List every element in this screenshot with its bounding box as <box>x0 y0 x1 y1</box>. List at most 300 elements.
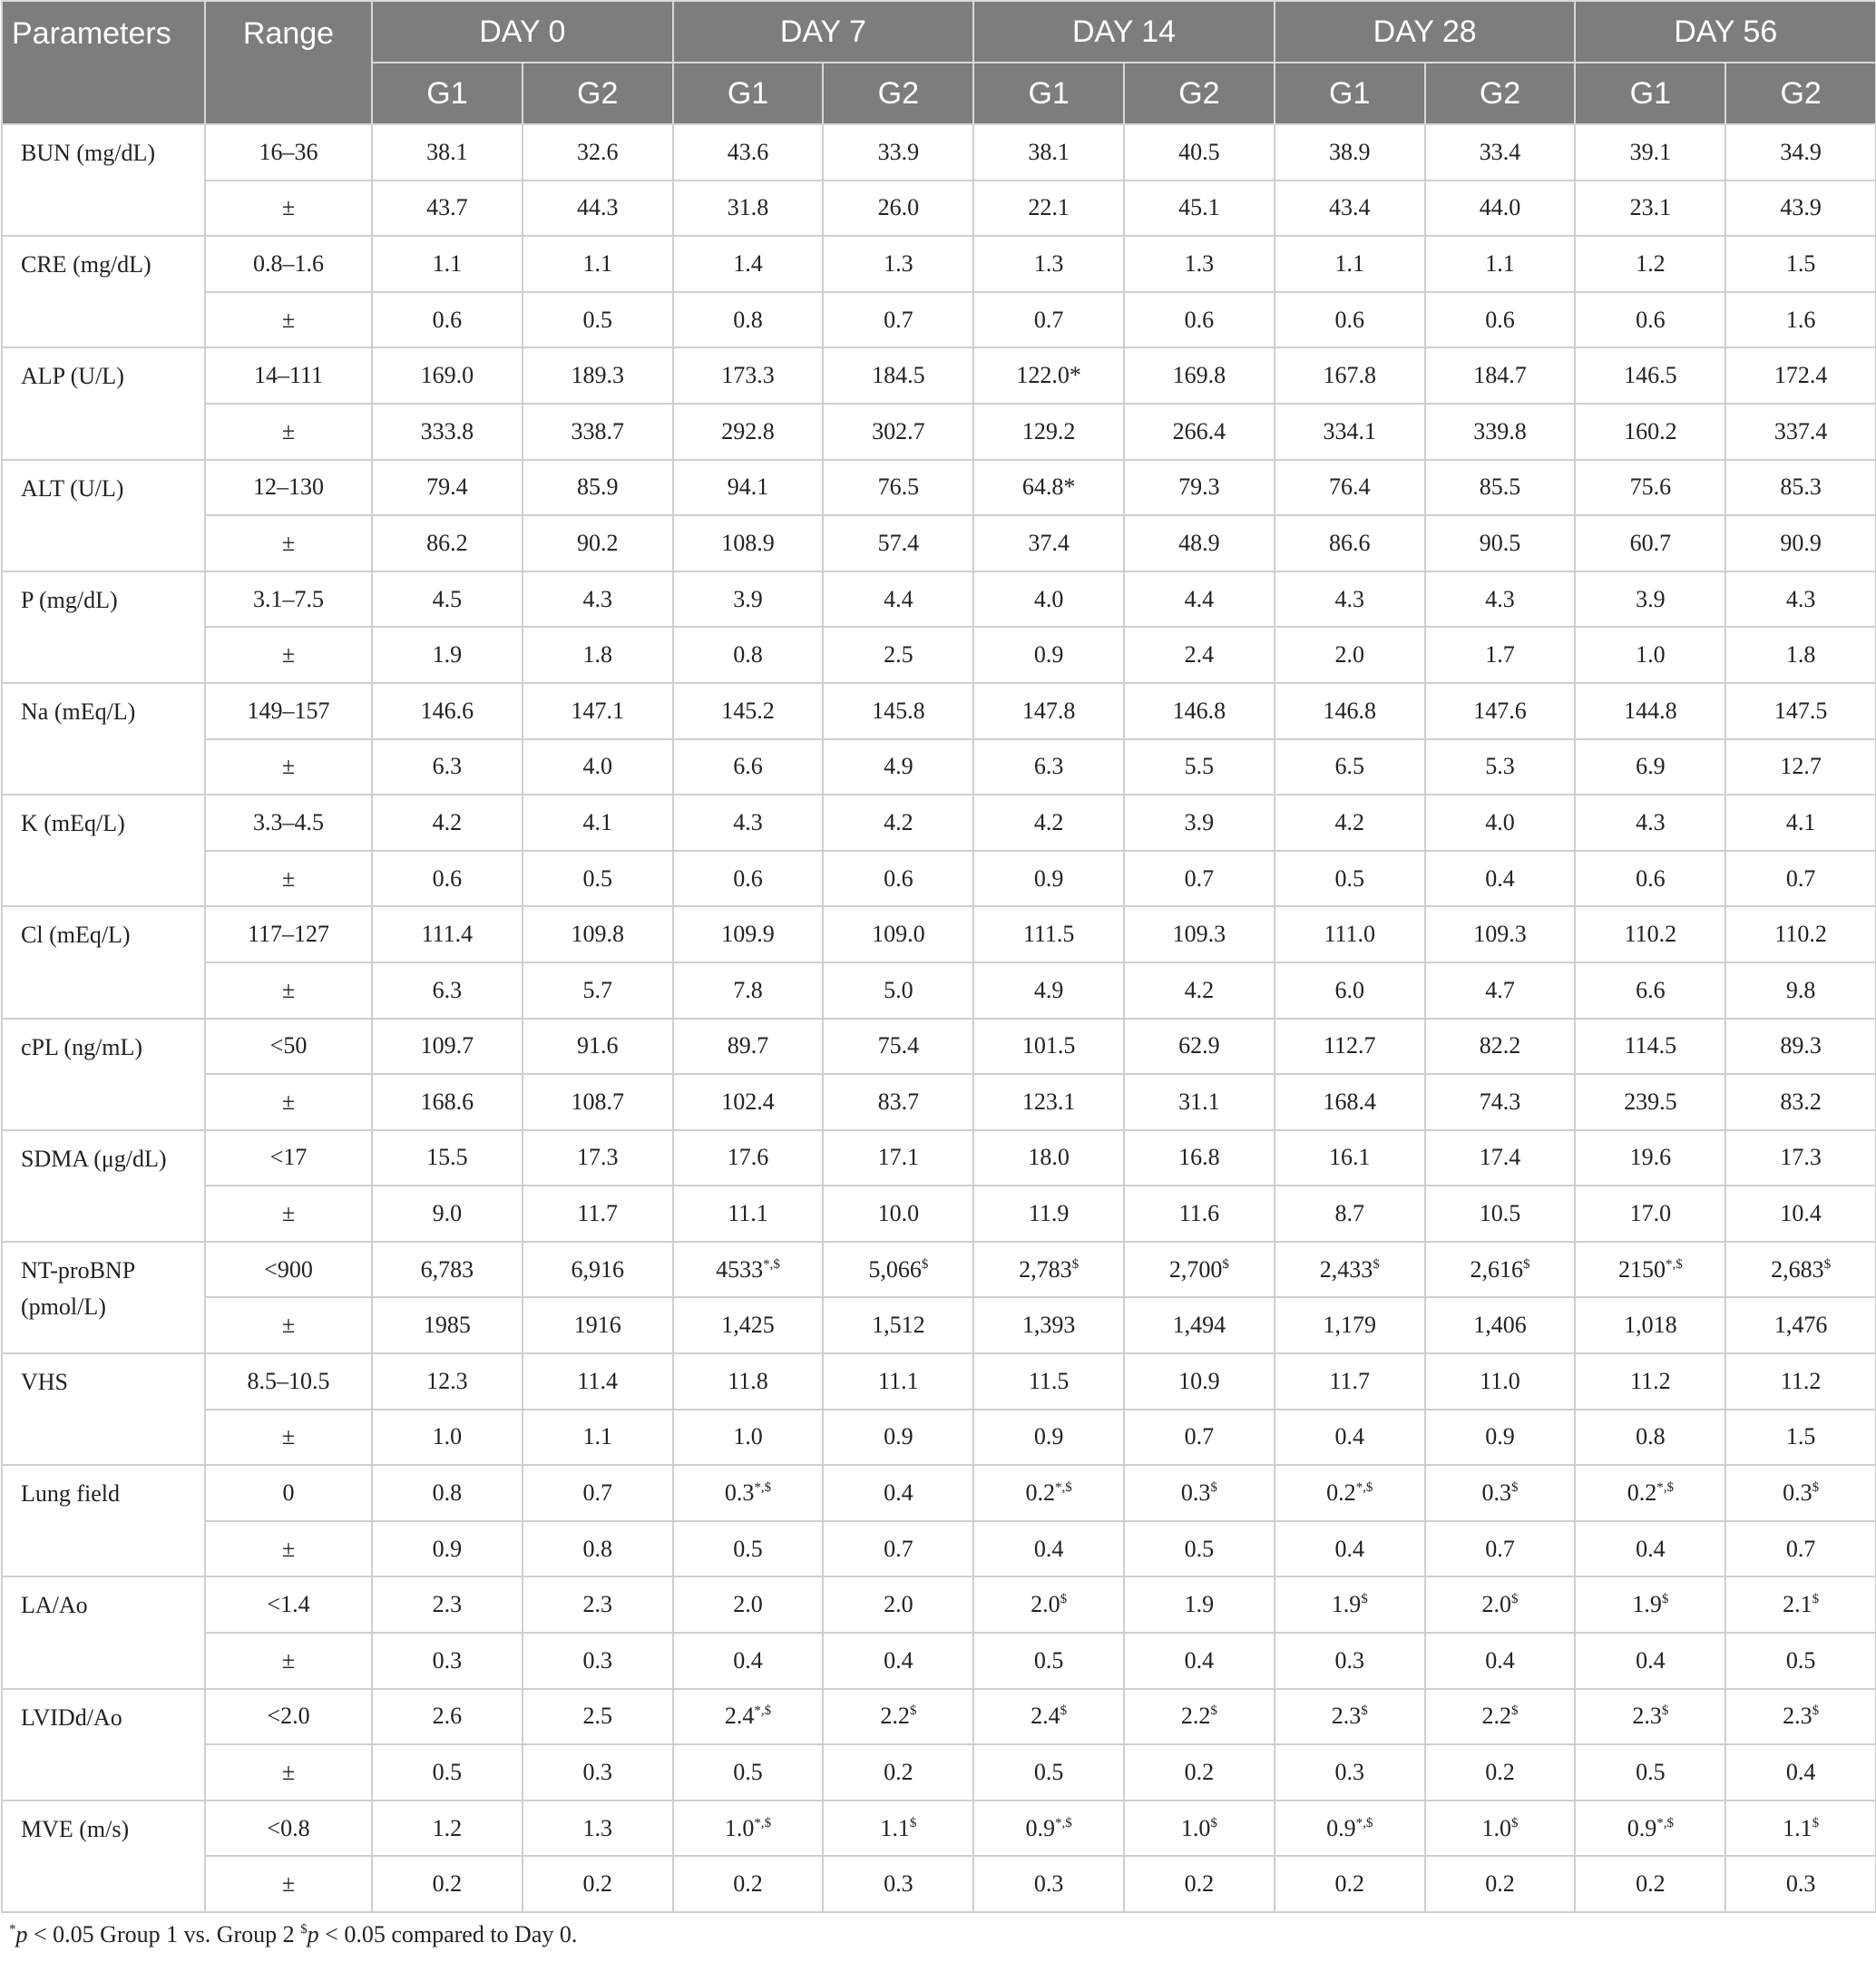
mean-value: 101.5 <box>1021 1032 1076 1059</box>
significance-marker: *,$ <box>1355 1480 1373 1496</box>
mean-value: 1.5 <box>1785 249 1816 277</box>
sd-cell: 2.5 <box>823 627 973 683</box>
sd-cell: 0.6 <box>372 292 523 348</box>
mean-cell <box>1575 683 1725 739</box>
mean-value: 4.5 <box>432 585 463 612</box>
mean-value: 1.3 <box>1033 249 1064 277</box>
mean-value: 2.0 <box>1481 1591 1512 1618</box>
mean-value: 89.3 <box>1780 1032 1822 1059</box>
sd-cell: 1.5 <box>1725 1410 1876 1466</box>
mean-value: 184.7 <box>1473 362 1527 389</box>
sd-cell: 0.5 <box>673 1744 824 1801</box>
sd-cell: 0.3 <box>372 1633 523 1689</box>
sd-cell: 0.4 <box>973 1521 1124 1577</box>
mean-value: 4.3 <box>1785 585 1816 612</box>
mean-value: 1.1 <box>1334 249 1364 277</box>
mean-cell <box>1124 460 1275 516</box>
mean-value: 76.4 <box>1328 473 1371 501</box>
mean-cell <box>523 1130 673 1186</box>
mean-value: 2.4 <box>1031 1703 1060 1730</box>
mean-cell <box>1124 1465 1275 1521</box>
sd-cell: 338.7 <box>523 404 673 460</box>
mean-cell <box>1725 1689 1876 1745</box>
table-row <box>2 683 1876 739</box>
mean-value: 94.1 <box>727 473 769 501</box>
mean-value: 18.0 <box>1028 1144 1070 1171</box>
mean-value: 4.3 <box>582 585 612 612</box>
sd-cell: 0.3 <box>523 1744 673 1801</box>
mean-cell <box>1725 236 1876 292</box>
sd-cell: 0.8 <box>523 1521 673 1577</box>
sd-cell: 10.4 <box>1725 1186 1876 1242</box>
group-header: G1 <box>1575 63 1725 124</box>
mean-cell <box>372 347 523 404</box>
group-header: G1 <box>973 63 1124 124</box>
mean-value: 109.7 <box>420 1032 474 1059</box>
sd-cell: 74.3 <box>1425 1074 1576 1130</box>
mean-cell <box>372 1019 523 1075</box>
mean-cell <box>523 460 673 516</box>
sd-cell: 10.5 <box>1425 1186 1576 1242</box>
parameter-label: Lung field <box>21 1480 121 1508</box>
plus-minus-cell: ± <box>205 739 372 796</box>
sd-cell: 90.2 <box>523 515 673 571</box>
mean-value: 4.0 <box>1485 808 1515 835</box>
mean-value: 109.3 <box>1172 921 1226 948</box>
mean-value: 0.7 <box>582 1479 612 1507</box>
mean-value: 0.3 <box>1783 1479 1812 1507</box>
day-header: DAY 0 <box>372 1 673 63</box>
mean-value: 2.3 <box>432 1591 463 1618</box>
mean-cell <box>1275 1019 1425 1075</box>
mean-cell <box>973 1465 1124 1521</box>
sd-cell: 0.4 <box>1425 1633 1576 1689</box>
mean-cell <box>523 1242 673 1298</box>
mean-value: 1.9 <box>1632 1591 1662 1618</box>
sd-cell: 4.2 <box>1124 962 1275 1019</box>
plus-minus-cell: ± <box>205 1633 372 1689</box>
mean-cell <box>1275 683 1425 739</box>
mean-cell <box>823 124 973 181</box>
data-table <box>1 0 1876 1913</box>
mean-value: 1.0 <box>1180 1814 1211 1841</box>
mean-value: 11.2 <box>1630 1367 1671 1394</box>
mean-cell <box>1275 1130 1425 1186</box>
mean-cell <box>523 1353 673 1410</box>
mean-cell <box>523 1689 673 1745</box>
mean-value: 38.1 <box>426 138 468 165</box>
sd-cell: 0.7 <box>1124 851 1275 907</box>
sd-cell: 60.7 <box>1575 515 1725 571</box>
sd-cell: 2.0 <box>1275 627 1425 683</box>
sd-cell: 334.1 <box>1275 404 1425 460</box>
mean-cell <box>1425 460 1576 516</box>
mean-cell <box>1275 236 1425 292</box>
mean-value: 16.1 <box>1328 1144 1371 1171</box>
sd-cell: 0.6 <box>1275 292 1425 348</box>
mean-value: 111.0 <box>1324 921 1376 948</box>
mean-cell <box>1124 1801 1275 1857</box>
significance-marker: $ <box>909 1815 917 1830</box>
mean-value: 11.2 <box>1780 1367 1822 1394</box>
mean-cell <box>1425 1689 1576 1745</box>
sd-cell: 4.9 <box>823 739 973 796</box>
significance-marker: *,$ <box>754 1480 772 1496</box>
sd-cell: 0.6 <box>1575 851 1725 907</box>
sd-cell: 1.8 <box>1725 627 1876 683</box>
mean-value: 43.6 <box>727 138 769 165</box>
table-row <box>2 1130 1876 1186</box>
mean-cell <box>1275 571 1425 628</box>
sd-cell: 0.3 <box>523 1633 673 1689</box>
significance-marker: *,$ <box>1355 1815 1373 1830</box>
header-row-days <box>2 1 1876 63</box>
mean-value: 1.2 <box>1636 249 1666 277</box>
mean-value: 4.4 <box>884 585 914 612</box>
significance-marker: $ <box>1210 1703 1217 1719</box>
sd-cell: 0.7 <box>823 1521 973 1577</box>
mean-cell <box>1425 1130 1576 1186</box>
parameter-label: VHS <box>21 1369 69 1396</box>
sd-cell: 337.4 <box>1725 404 1876 460</box>
table-row <box>2 1074 1876 1130</box>
mean-cell <box>1575 795 1725 851</box>
mean-value: 0.3 <box>724 1479 755 1507</box>
mean-value: 1.9 <box>1184 1591 1215 1618</box>
table-row <box>2 1633 1876 1689</box>
sd-cell: 6.6 <box>1575 962 1725 1019</box>
mean-cell <box>523 571 673 628</box>
footnote-text-1: < 0.05 Group 1 vs. Group 2 <box>27 1921 301 1947</box>
mean-cell <box>1275 1689 1425 1745</box>
table-row <box>2 1186 1876 1242</box>
table-row <box>2 515 1876 571</box>
mean-value: 146.6 <box>420 697 474 724</box>
mean-cell <box>1725 1353 1876 1410</box>
mean-cell <box>973 1130 1124 1186</box>
sd-cell: 0.8 <box>1575 1410 1725 1466</box>
mean-cell <box>673 124 824 181</box>
footnote-star: * <box>9 1922 16 1937</box>
plus-minus-cell: ± <box>205 1744 372 1801</box>
mean-value: 173.3 <box>721 362 775 389</box>
parameter-name <box>2 124 205 236</box>
mean-value: 33.4 <box>1479 138 1521 165</box>
mean-cell <box>372 124 523 181</box>
range-cell: <900 <box>205 1242 372 1298</box>
mean-cell <box>1725 1801 1876 1857</box>
mean-value: 109.3 <box>1473 921 1527 948</box>
table-row <box>2 627 1876 683</box>
sd-cell: 11.1 <box>673 1186 824 1242</box>
mean-cell <box>372 1242 523 1298</box>
group-header: G2 <box>1725 63 1876 124</box>
sd-cell: 0.9 <box>973 627 1124 683</box>
mean-value: 85.5 <box>1479 473 1521 501</box>
sd-cell: 0.9 <box>1425 1410 1576 1466</box>
sd-cell: 2.4 <box>1124 627 1275 683</box>
sd-cell: 0.6 <box>372 851 523 907</box>
mean-value: 11.1 <box>878 1367 919 1394</box>
mean-cell <box>1575 347 1725 404</box>
mean-cell <box>1124 571 1275 628</box>
parameter-label: Cl (mEq/L) <box>21 922 131 949</box>
sd-cell: 1.0 <box>1575 627 1725 683</box>
mean-cell <box>1575 1242 1725 1298</box>
sd-cell: 0.7 <box>1725 1521 1876 1577</box>
mean-cell <box>372 1130 523 1186</box>
mean-cell <box>1425 124 1576 181</box>
mean-cell <box>823 1130 973 1186</box>
sd-cell: 0.6 <box>1425 292 1576 348</box>
range-cell: <1.4 <box>205 1576 372 1633</box>
mean-value: 76.5 <box>877 473 920 501</box>
sd-cell: 43.4 <box>1275 181 1425 237</box>
sd-cell: 0.4 <box>1124 1633 1275 1689</box>
parameter-label: BUN (mg/dL) <box>21 140 156 166</box>
mean-cell <box>1124 124 1275 181</box>
mean-cell <box>973 795 1124 851</box>
parameter-name <box>2 347 205 459</box>
day-header: DAY 7 <box>673 1 974 63</box>
mean-cell <box>1275 1465 1425 1521</box>
sd-cell: 102.4 <box>673 1074 824 1130</box>
sd-cell: 6.3 <box>372 962 523 1019</box>
mean-value: 4.2 <box>1033 808 1064 835</box>
significance-marker: $ <box>921 1256 929 1272</box>
sd-cell: 0.3 <box>973 1856 1124 1912</box>
table-row <box>2 1689 1876 1745</box>
mean-value: 2.0 <box>1031 1591 1060 1618</box>
mean-cell <box>1725 906 1876 962</box>
sd-cell: 1.9 <box>372 627 523 683</box>
sd-cell: 1,393 <box>973 1297 1124 1353</box>
sd-cell: 0.7 <box>823 292 973 348</box>
significance-marker: $ <box>1060 1592 1068 1607</box>
mean-value: 2.2 <box>1481 1703 1512 1730</box>
mean-value: 2,700 <box>1168 1255 1223 1283</box>
sd-cell: 0.5 <box>1275 851 1425 907</box>
mean-value: 11.0 <box>1480 1367 1520 1394</box>
mean-value: 4.2 <box>1334 808 1364 835</box>
sd-cell: 48.9 <box>1124 515 1275 571</box>
mean-cell <box>973 1689 1124 1745</box>
sd-cell: 0.5 <box>523 851 673 907</box>
mean-value: 1.3 <box>582 1814 612 1841</box>
sd-cell: 17.0 <box>1575 1186 1725 1242</box>
mean-value: 147.1 <box>571 697 624 724</box>
sd-cell: 7.8 <box>673 962 824 1019</box>
sd-cell: 8.7 <box>1275 1186 1425 1242</box>
sd-cell: 108.7 <box>523 1074 673 1130</box>
sd-cell: 86.6 <box>1275 515 1425 571</box>
parameter-label: SDMA (μg/dL) <box>21 1145 167 1172</box>
sd-cell: 9.0 <box>372 1186 523 1242</box>
mean-value: 2.3 <box>582 1591 612 1618</box>
sd-cell: 302.7 <box>823 404 973 460</box>
mean-cell <box>1124 906 1275 962</box>
mean-cell <box>1124 236 1275 292</box>
sd-cell: 11.7 <box>523 1186 673 1242</box>
significance-marker: $ <box>1060 1703 1068 1719</box>
mean-cell <box>973 683 1124 739</box>
mean-cell <box>673 1689 824 1745</box>
table-row <box>2 181 1876 237</box>
sd-cell: 6.3 <box>372 739 523 796</box>
mean-value: 2.3 <box>1331 1703 1362 1730</box>
mean-value: 0.2 <box>1025 1479 1055 1507</box>
mean-cell <box>823 1689 973 1745</box>
sd-cell: 160.2 <box>1575 404 1725 460</box>
mean-cell <box>973 1353 1124 1410</box>
mean-value: 3.9 <box>1636 585 1666 612</box>
significance-marker: $ <box>1373 1256 1380 1272</box>
parameter-name <box>2 1465 205 1576</box>
mean-cell <box>823 1465 973 1521</box>
mean-value: 110.2 <box>1624 921 1677 948</box>
table-row <box>2 1410 1876 1466</box>
mean-cell <box>823 1576 973 1633</box>
mean-value: 2150 <box>1617 1255 1666 1283</box>
sd-cell: 1.6 <box>1725 292 1876 348</box>
sd-cell: 0.7 <box>1124 1410 1275 1466</box>
sd-cell: 0.8 <box>673 627 824 683</box>
mean-value: 1.3 <box>884 249 914 277</box>
table-row <box>2 1019 1876 1075</box>
significance-marker: $ <box>1071 1256 1080 1272</box>
sd-cell: 0.2 <box>1425 1744 1576 1801</box>
mean-value: 2,683 <box>1771 1255 1824 1283</box>
plus-minus-cell: ± <box>205 1074 372 1130</box>
mean-cell <box>372 460 523 516</box>
mean-cell <box>1425 906 1576 962</box>
sd-cell: 239.5 <box>1575 1074 1725 1130</box>
significance-marker: $ <box>1823 1256 1832 1272</box>
sd-cell: 339.8 <box>1425 404 1576 460</box>
mean-value: 17.6 <box>727 1144 769 1171</box>
mean-cell <box>1575 1576 1725 1633</box>
range-cell: <0.8 <box>205 1801 372 1857</box>
sd-cell: 0.5 <box>1575 1744 1725 1801</box>
sd-cell: 4.9 <box>973 962 1124 1019</box>
mean-value: 1.0 <box>724 1814 755 1841</box>
mean-value: 2.6 <box>432 1703 463 1730</box>
mean-cell <box>823 795 973 851</box>
range-cell: <2.0 <box>205 1689 372 1745</box>
mean-value: 0.9 <box>1326 1814 1356 1841</box>
mean-value: 1.1 <box>1783 1814 1812 1841</box>
mean-cell <box>823 906 973 962</box>
mean-cell <box>823 236 973 292</box>
sd-cell: 266.4 <box>1124 404 1275 460</box>
table-row <box>2 124 1876 181</box>
sd-cell: 0.3 <box>1275 1744 1425 1801</box>
mean-value: 2.2 <box>880 1703 910 1730</box>
mean-value: 11.7 <box>1329 1367 1370 1394</box>
plus-minus-cell: ± <box>205 404 372 460</box>
mean-value: 146.8 <box>1323 697 1376 724</box>
mean-cell <box>1124 683 1275 739</box>
sd-cell: 0.4 <box>1275 1410 1425 1466</box>
sd-cell: 9.8 <box>1725 962 1876 1019</box>
parameter-name <box>2 236 205 347</box>
sd-cell: 0.9 <box>823 1410 973 1466</box>
mean-value: 3.9 <box>1184 808 1215 835</box>
mean-cell <box>823 1019 973 1075</box>
significance-marker: *,$ <box>1054 1480 1072 1496</box>
mean-cell <box>1124 1130 1275 1186</box>
mean-value: 146.5 <box>1624 362 1677 389</box>
mean-cell <box>1575 1130 1725 1186</box>
sd-cell: 45.1 <box>1124 181 1275 237</box>
mean-cell <box>523 683 673 739</box>
mean-cell <box>673 906 824 962</box>
mean-cell <box>1425 1801 1576 1857</box>
mean-value: 75.6 <box>1629 473 1672 501</box>
mean-value: 146.8 <box>1172 697 1226 724</box>
significance-marker: $ <box>1661 1592 1669 1607</box>
mean-value: 1.1 <box>1485 249 1515 277</box>
mean-value: 1.9 <box>1331 1591 1362 1618</box>
parameter-label: LVIDd/Ao <box>21 1703 122 1731</box>
sd-cell: 168.6 <box>372 1074 523 1130</box>
mean-cell <box>1725 1130 1876 1186</box>
mean-cell <box>523 906 673 962</box>
sd-cell: 1.1 <box>523 1410 673 1466</box>
sd-cell: 0.9 <box>372 1521 523 1577</box>
sd-cell: 10.0 <box>823 1186 973 1242</box>
group-header: G1 <box>673 63 824 124</box>
parameter-label: ALP (U/L) <box>21 363 124 390</box>
sd-cell: 0.9 <box>973 1410 1124 1466</box>
sd-cell: 37.4 <box>973 515 1124 571</box>
sd-cell: 5.3 <box>1425 739 1576 796</box>
significance-marker: $ <box>1812 1480 1820 1496</box>
mean-value: 15.5 <box>426 1144 468 1171</box>
mean-cell <box>1575 1019 1725 1075</box>
table-row <box>2 347 1876 404</box>
significance-marker: $ <box>1812 1592 1820 1607</box>
mean-cell <box>1725 683 1876 739</box>
range-cell: 16–36 <box>205 124 372 181</box>
significance-marker: $ <box>1210 1815 1217 1830</box>
significance-marker: *,$ <box>763 1256 780 1272</box>
parameter-name <box>2 1353 205 1465</box>
mean-cell <box>1124 1242 1275 1298</box>
parameters-header: Parameters <box>2 1 205 124</box>
significance-marker: $ <box>1812 1703 1820 1719</box>
range-cell: <17 <box>205 1130 372 1186</box>
sd-cell: 4.7 <box>1425 962 1576 1019</box>
mean-cell <box>973 347 1124 404</box>
parameter-label: NT-proBNP <box>21 1256 136 1284</box>
mean-cell <box>823 1801 973 1857</box>
mean-cell <box>1425 683 1576 739</box>
mean-cell <box>1575 1465 1725 1521</box>
sd-cell: 123.1 <box>973 1074 1124 1130</box>
mean-cell <box>1124 1576 1275 1633</box>
mean-value: 4.3 <box>1636 808 1666 835</box>
mean-cell <box>1275 1801 1425 1857</box>
mean-cell <box>1275 124 1425 181</box>
table-row <box>2 906 1876 962</box>
mean-value: 4.4 <box>1184 585 1215 612</box>
mean-cell <box>973 124 1124 181</box>
plus-minus-cell: ± <box>205 851 372 907</box>
parameter-label: MVE (m/s) <box>21 1815 130 1842</box>
parameter-label-line2: (pmol/L) <box>21 1293 106 1320</box>
mean-cell <box>1124 1689 1275 1745</box>
